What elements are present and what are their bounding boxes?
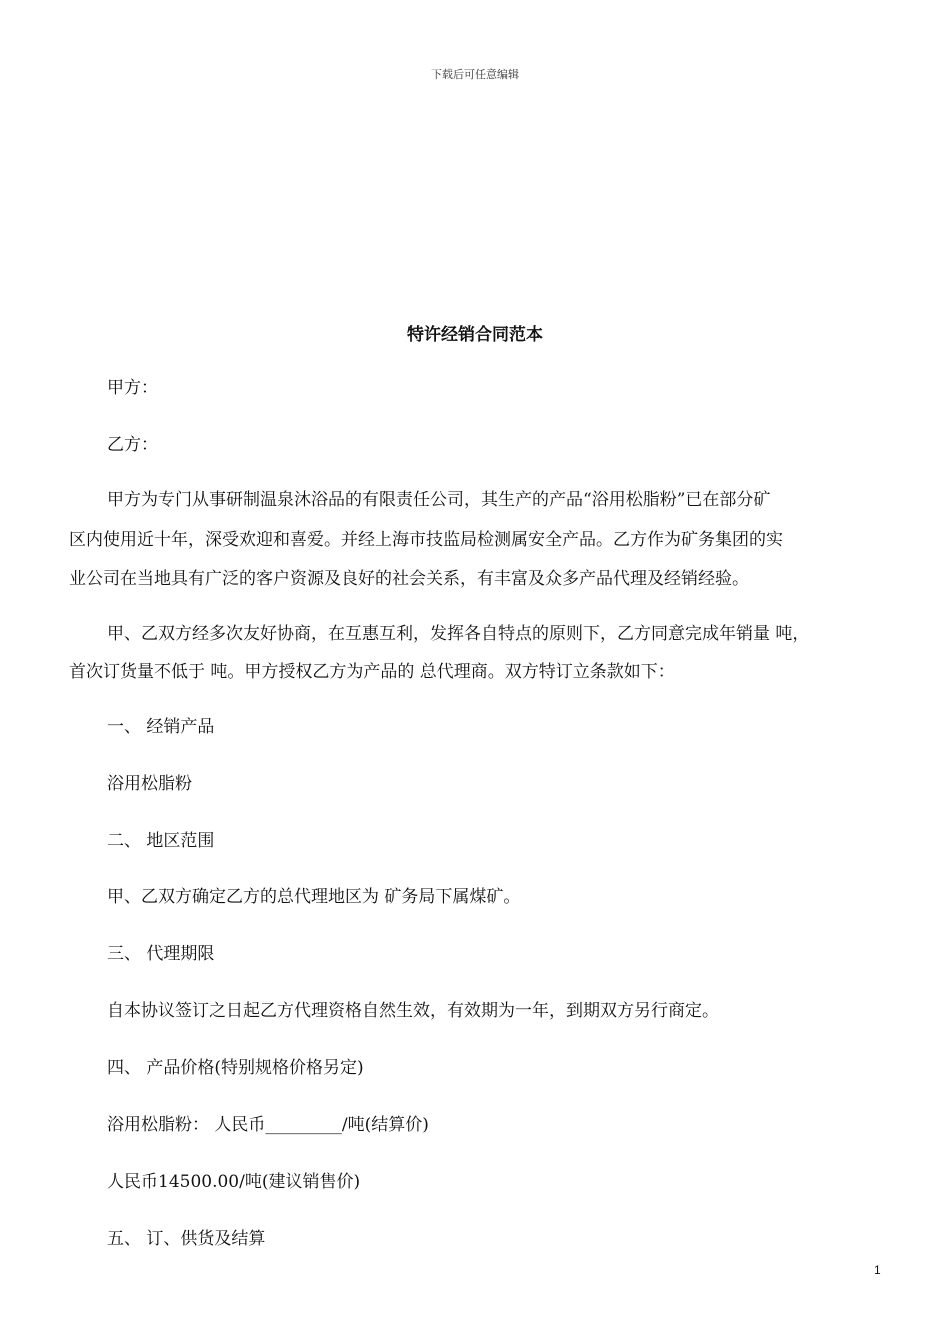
document-title: 特许经销合同范本	[407, 325, 543, 345]
page-header: 下载后可任意编辑	[431, 68, 519, 81]
section-3-body: 自本协议签订之日起乙方代理资格自然生效，有效期为一年，到期双方另行商定。	[107, 1001, 719, 1021]
section-2-body: 甲、乙双方确定乙方的总代理地区为 矿务局下属煤矿。	[107, 887, 521, 907]
section-1-body: 浴用松脂粉	[107, 774, 192, 794]
party-a-label: 甲方：	[107, 378, 158, 398]
section-3-heading: 三、 代理期限	[107, 944, 215, 964]
page-number: 1	[874, 1263, 881, 1277]
section-2-heading: 二、 地区范围	[107, 831, 215, 851]
intro-paragraph-line-1: 甲方为专门从事研制温泉沐浴品的有限责任公司，其生产的产品“浴用松脂粉”已在部分矿	[107, 490, 771, 510]
section-4-price-settlement: 浴用松脂粉： 人民币_________/吨(结算价)	[107, 1115, 429, 1135]
agreement-paragraph-line-2: 首次订货量不低于 吨。甲方授权乙方为产品的 总代理商。双方特订立条款如下：	[69, 662, 675, 682]
section-5-heading: 五、 订、供货及结算	[107, 1229, 266, 1249]
section-1-heading: 一、 经销产品	[107, 717, 215, 737]
section-4-heading: 四、 产品价格(特别规格价格另定)	[107, 1058, 364, 1078]
party-b-label: 乙方：	[107, 435, 158, 455]
intro-paragraph-line-2: 区内使用近十年，深受欢迎和喜爱。并经上海市技监局检测属安全产品。乙方作为矿务集团的实	[69, 530, 783, 550]
intro-paragraph-line-3: 业公司在当地具有广泛的客户资源及良好的社会关系，有丰富及众多产品代理及经销经验。	[69, 569, 749, 589]
agreement-paragraph-line-1: 甲、乙双方经多次友好协商，在互惠互利，发挥各自特点的原则下，乙方同意完成年销量 吨，	[107, 624, 810, 644]
section-4-price-suggested: 人民币14500.00/吨(建议销售价)	[107, 1172, 361, 1192]
